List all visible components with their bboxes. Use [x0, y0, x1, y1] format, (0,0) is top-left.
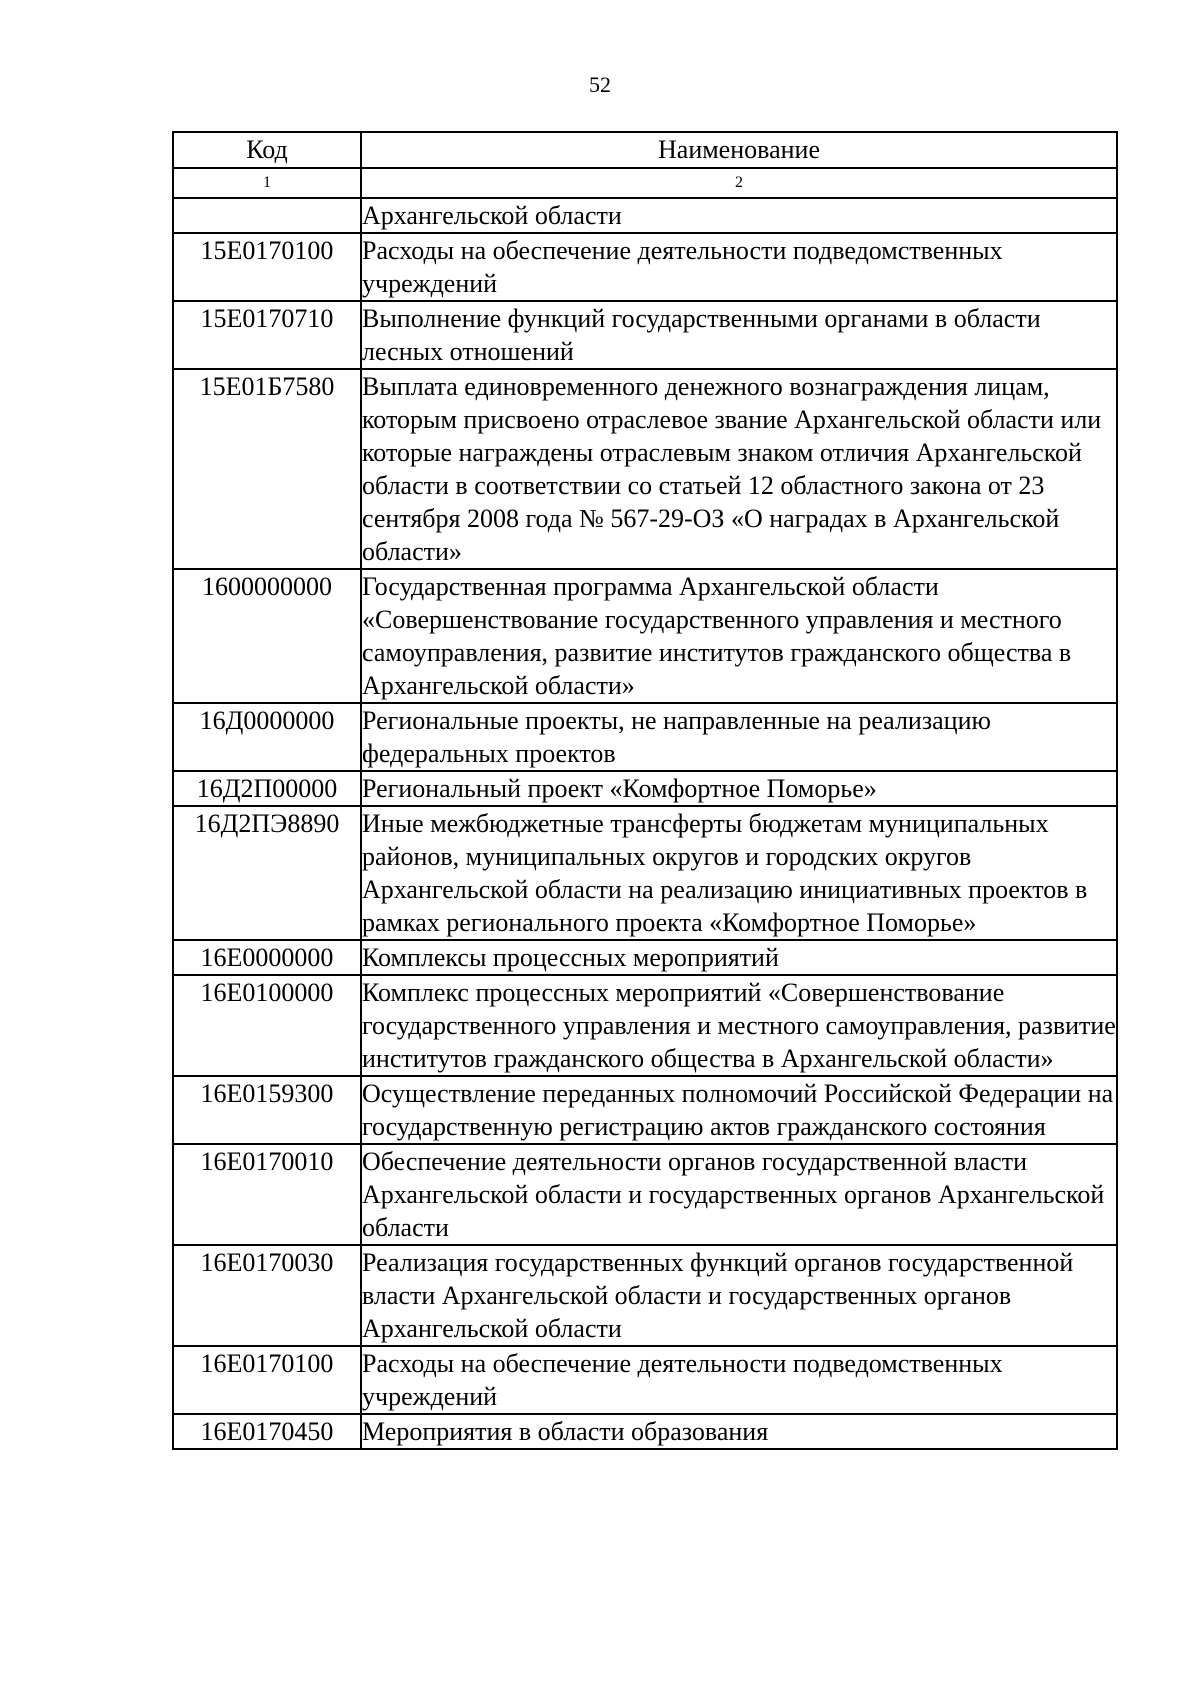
row-name: Региональные проекты, не направленные на реализацию федеральных проектов: [361, 703, 1117, 771]
table-row: [173, 1076, 1117, 1144]
table-row: [173, 940, 1117, 975]
table-row: [173, 198, 1117, 233]
header-name: Наименование: [361, 132, 1117, 168]
row-name: Выполнение функций государственными органами в области лесных отношений: [361, 301, 1117, 369]
row-code: 16Е0170030: [173, 1245, 361, 1346]
page-number: 52: [589, 72, 611, 97]
row-name: Комплекс процессных мероприятий «Совершенствование государственного управления и местного самоуправления, развитие институтов гражданского общества в Архангельской области»: [361, 975, 1117, 1076]
row-code: 1600000000: [173, 569, 361, 703]
row-name: Обеспечение деятельности органов государственной власти Архангельской области и государственных органов Архангельской области: [361, 1144, 1117, 1245]
table-row: [173, 301, 1117, 369]
row-code: 16Д2П00000: [173, 771, 361, 806]
table-row: [173, 569, 1117, 703]
row-name: Комплексы процессных мероприятий: [361, 940, 1117, 975]
row-name: Расходы на обеспечение деятельности подведомственных учреждений: [361, 233, 1117, 301]
row-name: Реализация государственных функций органов государственной власти Архангельской области и государственных органов Архангельской области: [361, 1245, 1117, 1346]
table-row: [173, 806, 1117, 940]
table-row: [173, 1144, 1117, 1245]
row-code: 15Е01Б7580: [173, 369, 361, 569]
row-code: 16Е0100000: [173, 975, 361, 1076]
row-code: 16Е0000000: [173, 940, 361, 975]
row-name: Государственная программа Архангельской области «Совершенствование государственного управления и местного самоуправления, развитие институтов гражданского общества в Архангельской области»: [361, 569, 1117, 703]
table-header-row: [173, 132, 1117, 168]
row-code: 16Д0000000: [173, 703, 361, 771]
row-name: Региональный проект «Комфортное Поморье»: [361, 771, 1117, 806]
row-code: 16Е0170450: [173, 1414, 361, 1449]
row-code: 15Е0170710: [173, 301, 361, 369]
header-code: Код: [173, 132, 361, 168]
column-number-row: [173, 168, 1117, 198]
row-name: Иные межбюджетные трансферты бюджетам муниципальных районов, муниципальных округов и городских округов Архангельской области на реализацию инициативных проектов в рамках регионального проекта «Комфортное Поморье»: [361, 806, 1117, 940]
table-row: [173, 1414, 1117, 1449]
row-name: Осуществление переданных полномочий Российской Федерации на государственную регистрацию актов гражданского состояния: [361, 1076, 1117, 1144]
table-row: [173, 975, 1117, 1076]
table-row: [173, 233, 1117, 301]
row-code: 16Д2ПЭ8890: [173, 806, 361, 940]
row-code: 16Е0170100: [173, 1346, 361, 1414]
row-name: Выплата единовременного денежного вознаграждения лицам, которым присвоено отраслевое звание Архангельской области или которые награждены отраслевым знаком отличия Архангельской области в соответствии со статьей 12 областного закона от 23 сентября 2008 года № 567-29-ОЗ «О наградах в Архангельской области»: [361, 369, 1117, 569]
row-name: Расходы на обеспечение деятельности подведомственных учреждений: [361, 1346, 1117, 1414]
table-row: [173, 1346, 1117, 1414]
budget-code-table: [172, 131, 1118, 1450]
table-row: [173, 369, 1117, 569]
column-number-name: 2: [361, 168, 1117, 198]
table-row: [173, 1245, 1117, 1346]
row-name: Архангельской области: [361, 198, 1117, 233]
row-code: 16Е0159300: [173, 1076, 361, 1144]
column-number-code: 1: [173, 168, 361, 198]
row-name: Мероприятия в области образования: [361, 1414, 1117, 1449]
row-code: 15Е0170100: [173, 233, 361, 301]
table-row: [173, 771, 1117, 806]
row-code: [173, 198, 361, 233]
row-code: 16Е0170010: [173, 1144, 361, 1245]
table-row: [173, 703, 1117, 771]
